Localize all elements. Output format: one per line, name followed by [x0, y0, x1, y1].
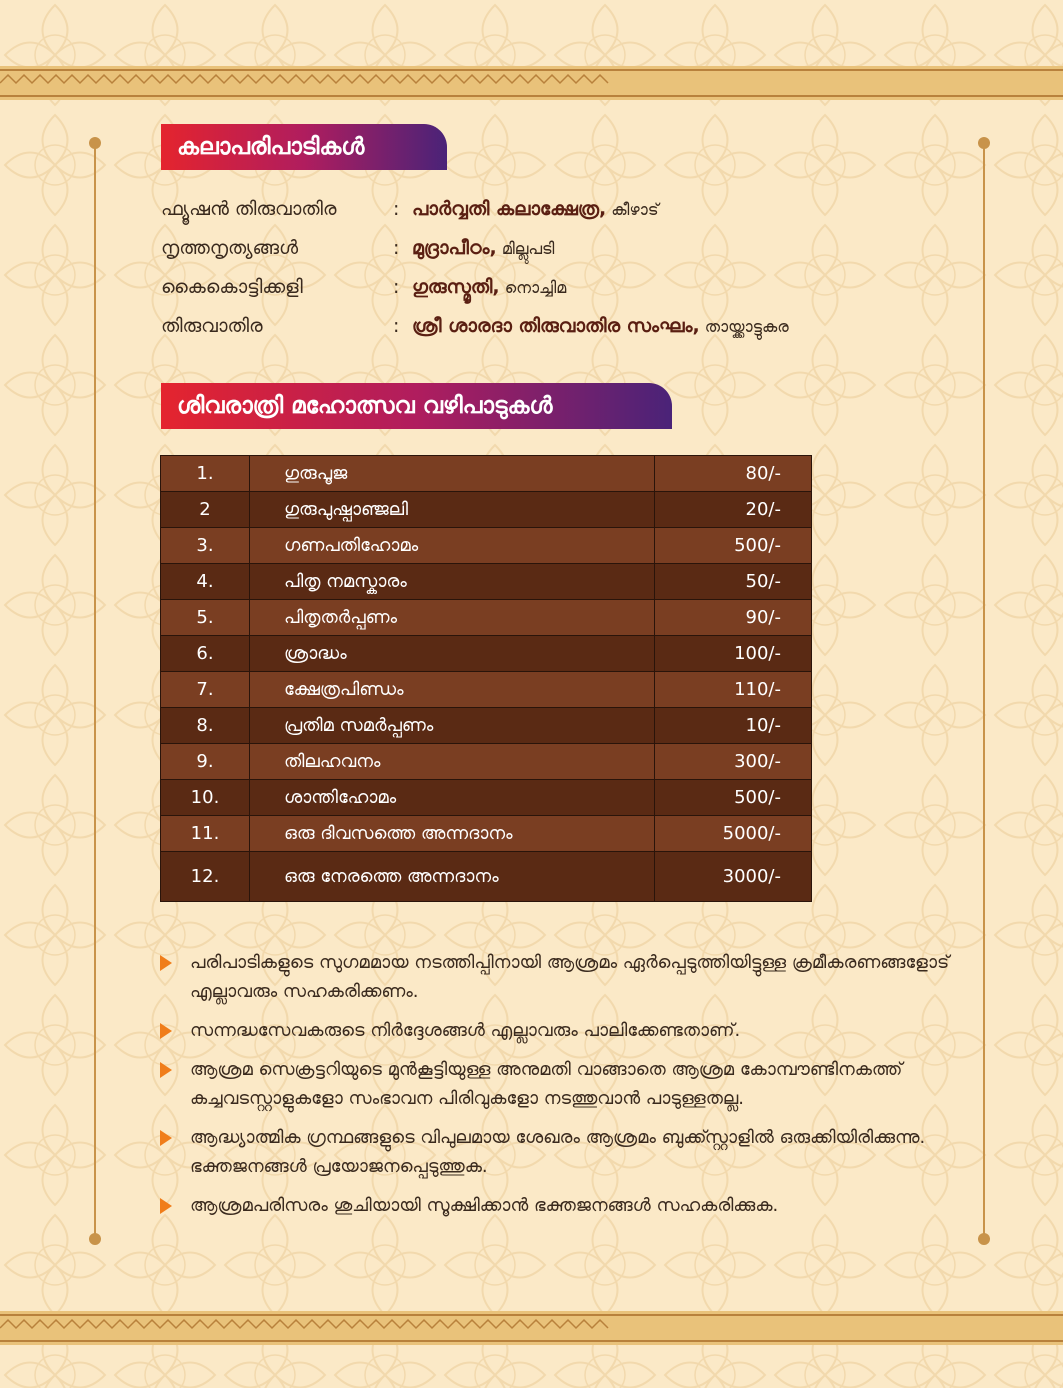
- table-row: [161, 564, 812, 600]
- offering-price: 50/-: [655, 564, 812, 600]
- table-row: [161, 528, 812, 564]
- row-number: 8.: [161, 708, 250, 744]
- row-number: 7.: [161, 672, 250, 708]
- performance-row: [161, 268, 961, 307]
- group-place: കീഴാട്: [606, 200, 659, 219]
- note-item: [160, 1055, 950, 1113]
- performance-row: [161, 307, 961, 346]
- triangle-bullet-icon: [160, 955, 172, 971]
- offering-name: ക്ഷേത്രപിണ്ഡം: [250, 672, 655, 708]
- triangle-bullet-icon: [160, 1023, 172, 1039]
- table-row: [161, 708, 812, 744]
- table-row: [161, 456, 812, 492]
- triangle-bullet-icon: [160, 1198, 172, 1214]
- note-item: [160, 1016, 950, 1045]
- left-top-dot: [89, 137, 101, 149]
- offering-price: 5000/-: [655, 816, 812, 852]
- triangle-bullet-icon: [160, 1062, 172, 1078]
- table-row: [161, 780, 812, 816]
- performance-name: നൃത്തനൃത്യങ്ങൾ: [161, 237, 299, 259]
- performances-heading: കലാപരിപാടികൾ: [161, 124, 447, 170]
- offering-name: ഒരു നേരത്തെ അന്നദാനം: [250, 852, 655, 902]
- group-name: ഗുരുസ്മൃതി,: [412, 276, 500, 298]
- row-number: 12.: [161, 852, 250, 902]
- row-number: 1.: [161, 456, 250, 492]
- separator: :: [393, 198, 400, 220]
- note-item: [160, 1123, 950, 1181]
- performance-row: [161, 229, 961, 268]
- row-number: 9.: [161, 744, 250, 780]
- top-border-band: [0, 66, 1063, 100]
- offerings-table: [160, 455, 812, 902]
- notes-list: [160, 948, 950, 1230]
- performance-row: [161, 190, 961, 229]
- offering-price: 500/-: [655, 780, 812, 816]
- offering-name: ഗുരുപൂജ: [250, 456, 655, 492]
- offering-name: പിതൃതർപ്പണം: [250, 600, 655, 636]
- offering-name: തിലഹവനം: [250, 744, 655, 780]
- offering-name: ഗണപതിഹോമം: [250, 528, 655, 564]
- performance-name: ഫ്യൂഷൻ തിരുവാതിര: [161, 198, 337, 220]
- right-border-line: [983, 143, 985, 1239]
- table-row: [161, 600, 812, 636]
- right-bottom-dot: [978, 1233, 990, 1245]
- performance-group: [412, 268, 566, 307]
- left-border-line: [94, 143, 96, 1239]
- note-text: ആദ്ധ്യാത്മിക ഗ്രന്ഥങ്ങളുടെ വിപുലമായ ശേഖരം ആശ്രമം ബുക്ക്സ്റ്റാളിൽ ഒരുക്കിയിരിക്കുന്നു. ഭക്തജനങ്ങൾ പ്രയോജനപ്പെടുത്തുക.: [190, 1127, 926, 1177]
- note-text: ആശ്രമ സെക്രട്ടറിയുടെ മുൻകൂട്ടിയുള്ള അനുമതി വാങ്ങാതെ ആശ്രമ കോമ്പൗണ്ടിനകത്ത് കച്ചവടസ്റ്റാളുകളോ സംഭാവന പിരിവുകളോ നടത്തുവാൻ പാടുള്ളതല്ല.: [190, 1059, 903, 1109]
- performance-name: കൈകൊട്ടിക്കളി: [161, 276, 303, 298]
- offering-price: 80/-: [655, 456, 812, 492]
- triangle-bullet-icon: [160, 1130, 172, 1146]
- note-text: സന്നദ്ധസേവകരുടെ നിർദ്ദേശങ്ങൾ എല്ലാവരും പാലിക്കേണ്ടതാണ്.: [190, 1020, 741, 1041]
- row-number: 5.: [161, 600, 250, 636]
- row-number: 11.: [161, 816, 250, 852]
- table-row: [161, 636, 812, 672]
- separator: :: [393, 276, 400, 298]
- offering-name: ഒരു ദിവസത്തെ അന്നദാനം: [250, 816, 655, 852]
- offering-name: ശ്രാദ്ധം: [250, 636, 655, 672]
- row-number: 3.: [161, 528, 250, 564]
- offering-price: 3000/-: [655, 852, 812, 902]
- note-text: ആശ്രമപരിസരം ശുചിയായി സൂക്ഷിക്കാൻ ഭക്തജനങ്ങൾ സഹകരിക്കുക.: [190, 1195, 779, 1216]
- offering-name: പ്രതിമ സമർപ്പണം: [250, 708, 655, 744]
- offerings-heading: ശിവരാത്രി മഹോത്സവ വഴിപാടുകൾ: [161, 383, 672, 429]
- separator: :: [393, 237, 400, 259]
- separator: :: [393, 315, 400, 337]
- right-top-dot: [978, 137, 990, 149]
- row-number: 4.: [161, 564, 250, 600]
- offering-price: 110/-: [655, 672, 812, 708]
- offering-price: 90/-: [655, 600, 812, 636]
- offering-price: 20/-: [655, 492, 812, 528]
- performances-list: [161, 190, 961, 346]
- offering-price: 500/-: [655, 528, 812, 564]
- group-place: നൊച്ചിമ: [499, 278, 567, 297]
- offering-name: ഗുരുപുഷ്പാഞ്ജലി: [250, 492, 655, 528]
- note-text: പരിപാടികളുടെ സുഗമമായ നടത്തിപ്പിനായി ആശ്രമം ഏർപ്പെടുത്തിയിട്ടുള്ള ക്രമീകരണങ്ങളോട് എല്ലാവരും സഹകരിക്കണം.: [190, 952, 950, 1002]
- performance-group: [412, 307, 789, 346]
- offering-name: പിതൃ നമസ്കാരം: [250, 564, 655, 600]
- offering-price: 100/-: [655, 636, 812, 672]
- table-row: [161, 492, 812, 528]
- table-row: [161, 744, 812, 780]
- group-name: പാർവ്വതി കലാക്ഷേത്ര,: [412, 198, 607, 220]
- group-name: മുദ്രാപീഠം,: [412, 237, 497, 259]
- performance-name: തിരുവാതിര: [161, 315, 263, 337]
- group-place: മില്ലുപടി: [496, 239, 555, 258]
- bottom-border-band: [0, 1311, 1063, 1345]
- performance-group: [412, 229, 554, 268]
- offering-price: 300/-: [655, 744, 812, 780]
- group-name: ശ്രീ ശാരദാ തിരുവാതിര സംഘം,: [412, 315, 700, 337]
- row-number: 10.: [161, 780, 250, 816]
- offering-name: ശാന്തിഹോമം: [250, 780, 655, 816]
- row-number: 2: [161, 492, 250, 528]
- table-row: [161, 672, 812, 708]
- table-row: [161, 852, 812, 902]
- left-bottom-dot: [89, 1233, 101, 1245]
- note-item: [160, 1191, 950, 1220]
- offering-price: 10/-: [655, 708, 812, 744]
- group-place: തായ്ക്കാട്ടുകര: [699, 317, 789, 336]
- table-row: [161, 816, 812, 852]
- performance-group: [412, 190, 659, 229]
- note-item: [160, 948, 950, 1006]
- row-number: 6.: [161, 636, 250, 672]
